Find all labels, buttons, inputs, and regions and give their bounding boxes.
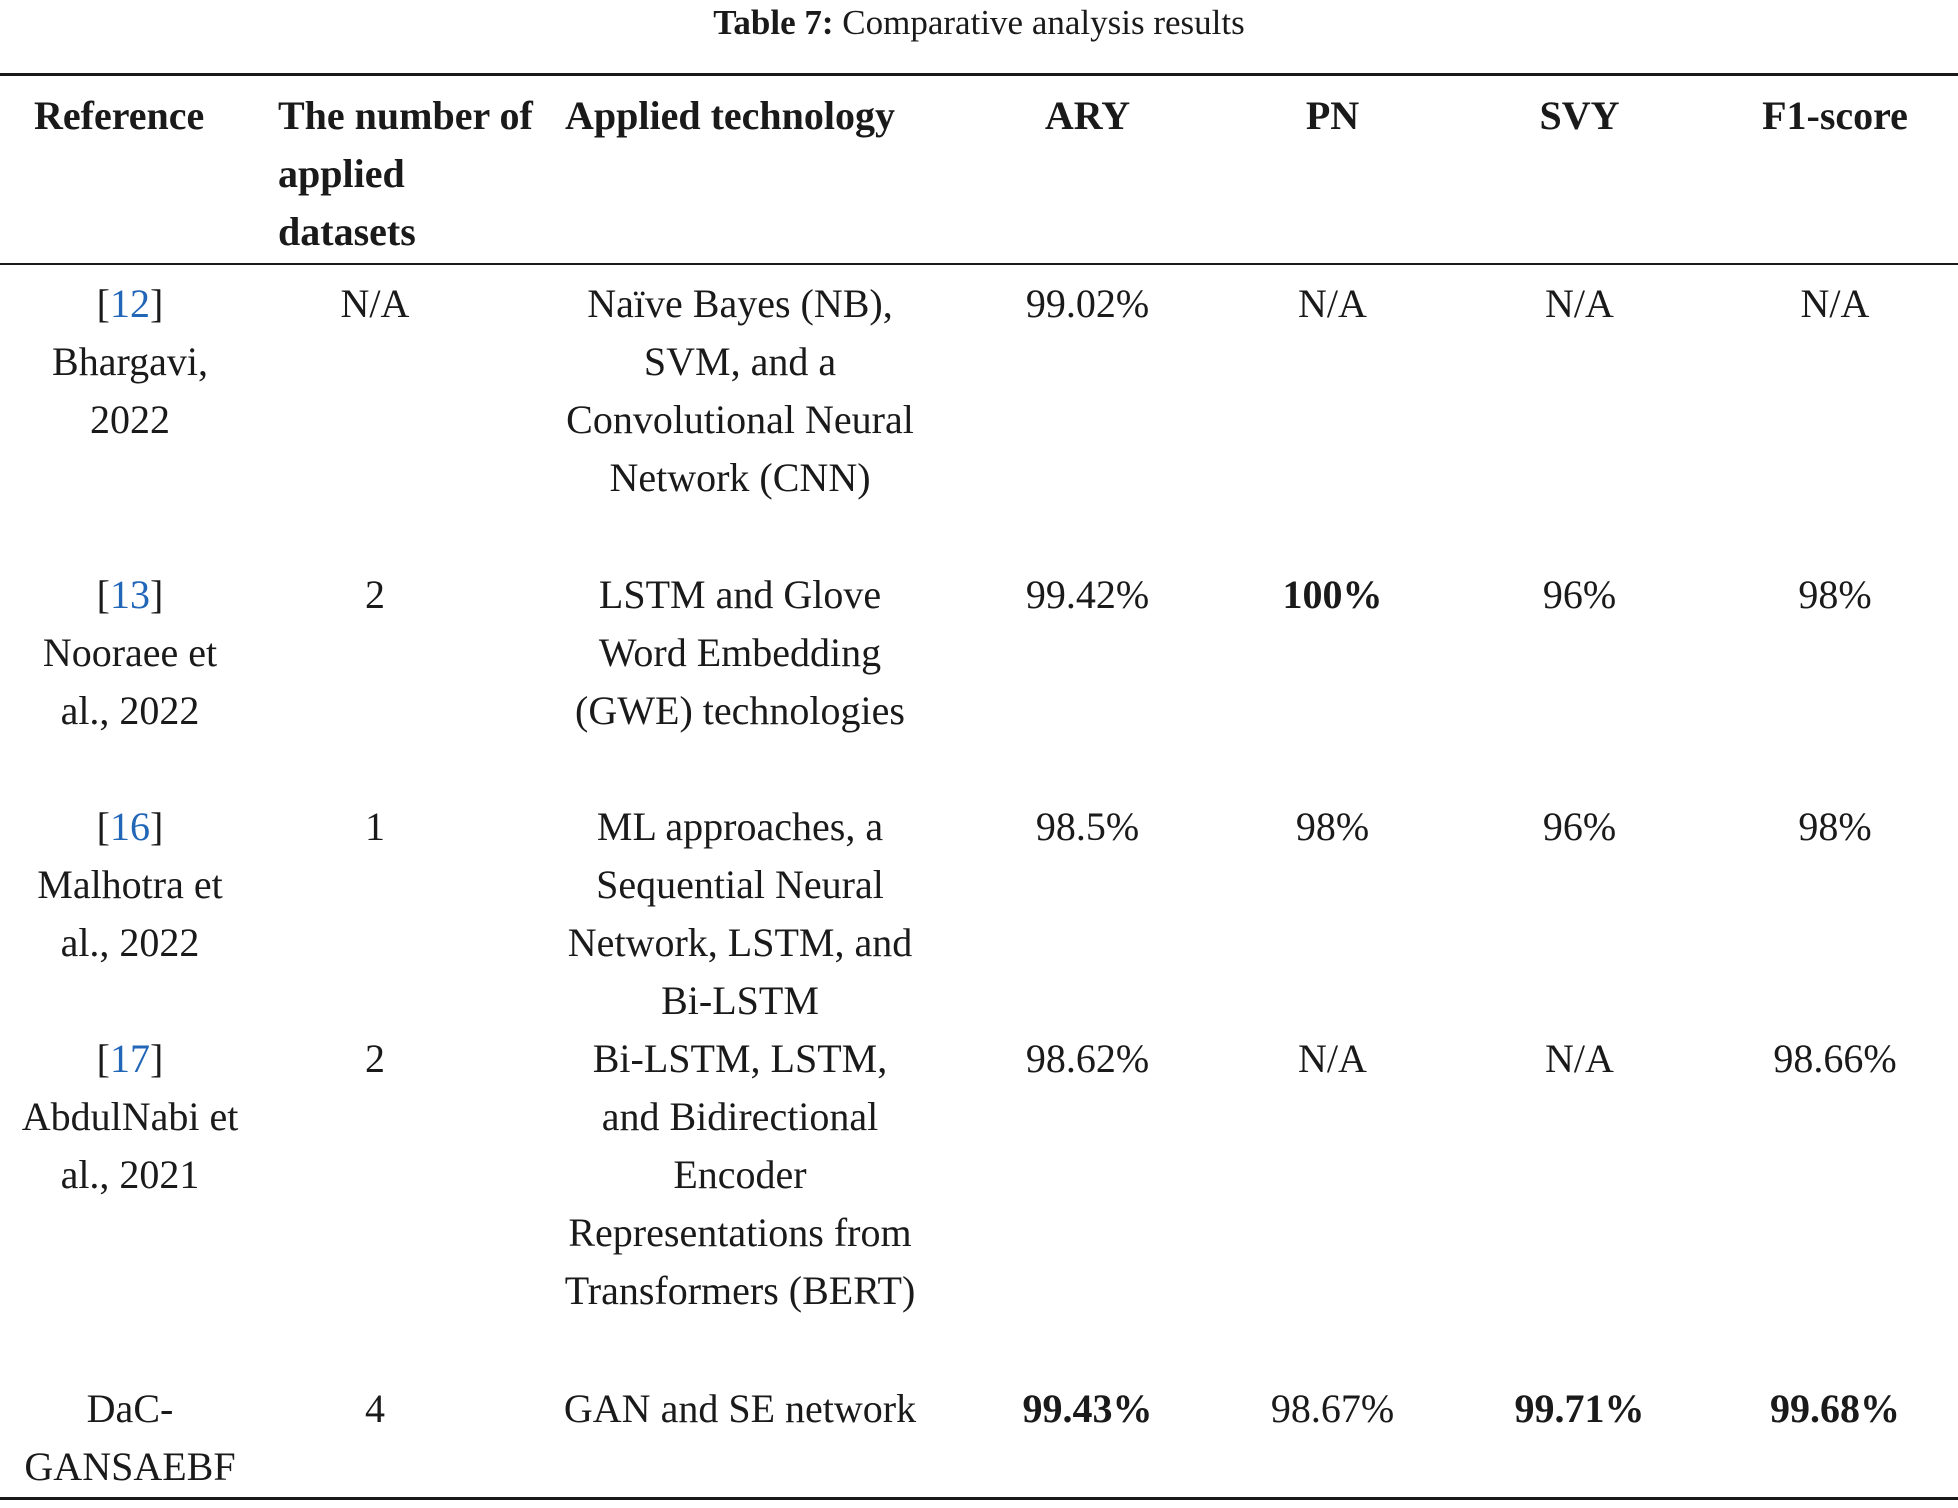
reference-cell: DaC-GANSAEBF (24, 1386, 236, 1489)
reference-cell: [17] AbdulNabi et al., 2021 (21, 1036, 239, 1197)
pn-cell: 98% (1295, 804, 1370, 849)
reference-author: Bhargavi, 2022 (52, 339, 208, 442)
citation-link[interactable]: 13 (110, 572, 150, 617)
svy-cell: 99.71% (1514, 1386, 1645, 1431)
technology-cell: ML approaches, a Sequential Neural Network, LSTM, and Bi-LSTM (567, 804, 913, 1023)
ary-cell: 99.43% (1022, 1386, 1153, 1431)
f1-cell: 98.66% (1773, 1036, 1897, 1081)
reference-author: Nooraee et al., 2022 (42, 630, 218, 733)
reference-author: Malhotra et al., 2022 (37, 862, 223, 965)
top-rule (0, 73, 1958, 76)
f1-cell: 99.68% (1770, 1386, 1900, 1431)
reference-cell: [13] Nooraee et al., 2022 (42, 572, 218, 733)
svy-cell: N/A (1545, 281, 1614, 326)
bottom-rule (0, 1497, 1958, 1500)
table-caption (0, 0, 1958, 46)
citation-link[interactable]: 17 (110, 1036, 150, 1081)
datasets-cell: N/A (340, 281, 410, 326)
reference-cell: [16] Malhotra et al., 2022 (37, 804, 223, 965)
pn-cell: 100% (1282, 572, 1383, 617)
header-ary: ARY (1044, 93, 1131, 138)
datasets-cell: 1 (365, 804, 385, 849)
header-reference: Reference (34, 93, 205, 138)
f1-cell: N/A (1800, 281, 1870, 326)
datasets-cell: 2 (365, 1036, 385, 1081)
ary-cell: 98.62% (1025, 1036, 1150, 1081)
technology-cell: GAN and SE network (563, 1386, 917, 1431)
citation-link[interactable]: 16 (110, 804, 150, 849)
header-f1: F1-score (1762, 93, 1908, 138)
pn-cell: N/A (1298, 1036, 1367, 1081)
ary-cell: 98.5% (1035, 804, 1140, 849)
citation-link[interactable]: 12 (110, 281, 150, 326)
pn-cell: N/A (1298, 281, 1367, 326)
technology-cell: Naïve Bayes (NB), SVM, and a Convolutional Neural Network (CNN) (566, 281, 914, 500)
svy-cell: 96% (1542, 572, 1617, 617)
svy-cell: 96% (1542, 804, 1617, 849)
svy-cell: N/A (1545, 1036, 1614, 1081)
reference-author: AbdulNabi et al., 2021 (21, 1094, 239, 1197)
datasets-cell: 4 (365, 1386, 385, 1431)
f1-cell: 98% (1798, 804, 1872, 849)
technology-cell: LSTM and Glove Word Embedding (GWE) technologies (575, 572, 905, 733)
header-svy: SVY (1539, 93, 1620, 138)
technology-cell: Bi-LSTM, LSTM, and Bidirectional Encoder Representations from Transformers (BERT) (564, 1036, 916, 1313)
header-technology: Applied technology (565, 93, 896, 138)
ary-cell: 99.42% (1025, 572, 1150, 617)
pn-cell: 98.67% (1270, 1386, 1395, 1431)
ary-cell: 99.02% (1025, 281, 1150, 326)
table-title: Comparative analysis results (842, 3, 1245, 42)
header-pn: PN (1305, 93, 1360, 138)
datasets-cell: 2 (365, 572, 385, 617)
f1-cell: 98% (1798, 572, 1872, 617)
header-rule (0, 263, 1958, 265)
reference-cell: [12] Bhargavi, 2022 (52, 281, 208, 442)
table-label: Table 7: (713, 3, 834, 42)
header-datasets: The number of applied datasets (278, 93, 533, 254)
